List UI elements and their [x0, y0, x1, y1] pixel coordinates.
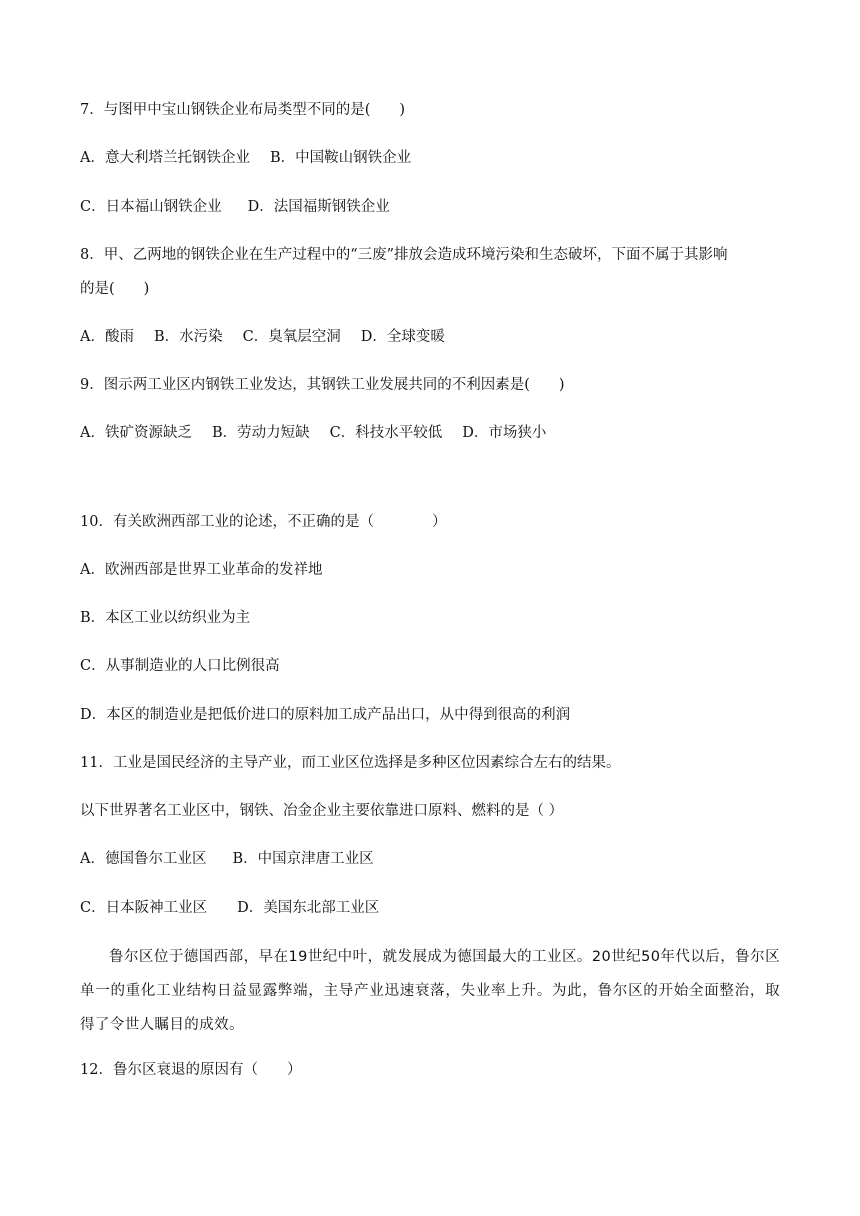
q9-option-b: B．劳动力短缺 — [211, 425, 310, 441]
q10-stem: 10．有关欧洲西部工业的论述，不正确的是（ ） — [80, 514, 447, 530]
q11-option-d: D．美国东北部工业区 — [237, 900, 380, 916]
q7-option-d: D．法国福斯钢铁企业 — [247, 199, 390, 215]
ruhr-passage: 鲁尔区位于德国西部，早在19世纪中叶，就发展成为德国最大的工业区。20世纪50年代以后，鲁尔区单一的重化工业结构日益显露弊端，主导产业迅速衰落，失业率上升。为此，鲁尔区的开始全面整治，取得了令世人瞩目的成效。 — [80, 949, 780, 1033]
q11-stem-line-1: 11．工业是国民经济的主导产业，而工业区位选择是多种区位因素综合左右的结果。 — [80, 755, 621, 771]
q9-stem: 9．图示两工业区内钢铁工业发达，其钢铁工业发展共同的不利因素是( ) — [80, 377, 565, 393]
q9-option-c: C．科技水平较低 — [329, 425, 443, 441]
q8-option-b: B．水污染 — [153, 329, 223, 345]
q10-option-d: D．本区的制造业是把低价进口的原料加工成产品出口，从中得到很高的利润 — [80, 707, 571, 723]
q8-stem-line-2: 的是( ) — [80, 281, 150, 297]
q7-stem: 7．与图甲中宝山钢铁企业布局类型不同的是( ) — [80, 102, 406, 118]
q10-option-a: A．欧洲西部是世界工业革命的发祥地 — [80, 562, 323, 578]
q11-option-c: C．日本阪神工业区 — [80, 900, 208, 916]
q11-option-b: B．中国京津唐工业区 — [232, 851, 374, 867]
q9-options-row — [80, 423, 780, 443]
q7-options-row-2 — [80, 197, 780, 217]
q12-stem: 12．鲁尔区衰退的原因有（ ） — [80, 1062, 302, 1078]
q7-options-row-1 — [80, 148, 780, 168]
q10-option-c: C．从事制造业的人口比例很高 — [80, 658, 280, 674]
q8-options-row — [80, 327, 780, 347]
q8-option-c: C．臭氧层空洞 — [242, 329, 341, 345]
q11-stem-line-2: 以下世界著名工业区中，钢铁、冶金企业主要依靠进口原料、燃料的是（ ） — [80, 803, 564, 819]
q7-option-a: A．意大利塔兰托钢铁企业 — [80, 150, 250, 166]
q10-option-b: B．本区工业以纺织业为主 — [80, 610, 251, 626]
q11-options-row-2 — [80, 898, 780, 918]
q9-option-a: A．铁矿资源缺乏 — [80, 425, 192, 441]
q8-option-a: A．酸雨 — [80, 329, 134, 345]
q7-option-c: C．日本福山钢铁企业 — [80, 199, 222, 215]
q9-option-d: D．市场狭小 — [462, 425, 547, 441]
q11-options-row-1 — [80, 849, 780, 869]
q11-option-a: A．德国鲁尔工业区 — [80, 851, 207, 867]
q8-option-d: D．全球变暖 — [360, 329, 445, 345]
q7-option-b: B．中国鞍山钢铁企业 — [269, 150, 412, 166]
q8-stem-line-1: 8．甲、乙两地的钢铁企业在生产过程中的“三废”排放会造成环境污染和生态破坏，下面不属于其影响 — [80, 247, 728, 263]
